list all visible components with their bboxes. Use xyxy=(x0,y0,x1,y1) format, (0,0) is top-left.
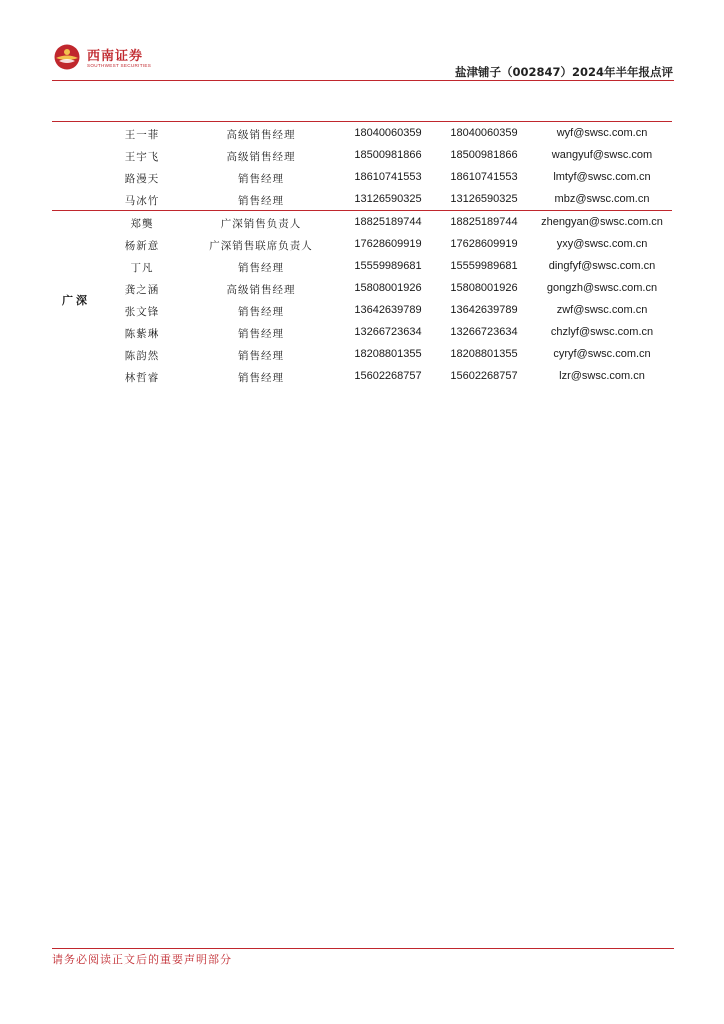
contact-title: 高级销售经理 xyxy=(226,284,296,296)
contact-name: 陈紫琳 xyxy=(124,328,160,340)
contact-name: 龚之涵 xyxy=(124,284,160,296)
table-top-divider xyxy=(52,121,672,122)
contact-title: 销售经理 xyxy=(238,328,284,340)
contact-name: 王一菲 xyxy=(124,129,160,141)
region-label: 广深 xyxy=(62,294,90,307)
header-divider xyxy=(52,80,674,81)
contact-mobile: 13126590325 xyxy=(450,193,518,205)
contact-phone: 18610741553 xyxy=(354,171,422,183)
contact-phone: 15602268757 xyxy=(354,370,422,382)
contact-email[interactable]: lzr@swsc.com.cn xyxy=(559,370,645,382)
contact-email[interactable]: wangyuf@swsc.com xyxy=(551,149,653,161)
contact-phone: 13266723634 xyxy=(354,326,422,338)
table-row xyxy=(52,344,672,366)
table-row xyxy=(52,145,672,167)
footer-disclaimer: 请务必阅读正文后的重要声明部分 xyxy=(52,953,232,966)
contact-email[interactable]: zwf@swsc.com.cn xyxy=(556,304,648,316)
company-logo xyxy=(54,44,164,74)
contact-title: 销售经理 xyxy=(238,262,284,274)
contact-title: 高级销售经理 xyxy=(226,129,296,141)
contact-email[interactable]: wyf@swsc.com.cn xyxy=(556,127,648,139)
contact-title: 销售经理 xyxy=(238,350,284,362)
contact-email[interactable]: gongzh@swsc.com.cn xyxy=(546,282,658,294)
table-row xyxy=(52,167,672,189)
contact-mobile: 13266723634 xyxy=(450,326,518,338)
contact-phone: 18825189744 xyxy=(354,216,422,228)
contact-mobile: 15602268757 xyxy=(450,370,518,382)
contact-mobile: 17628609919 xyxy=(450,238,518,250)
table-row xyxy=(52,123,672,145)
contact-name: 路漫天 xyxy=(124,173,160,185)
table-row xyxy=(52,234,672,256)
contact-phone: 18040060359 xyxy=(354,127,422,139)
contact-title: 高级销售经理 xyxy=(226,151,296,163)
contact-title: 销售经理 xyxy=(238,195,284,207)
contact-title: 广深销售联席负责人 xyxy=(209,240,313,252)
table-row xyxy=(52,212,672,234)
contact-mobile: 18500981866 xyxy=(450,149,518,161)
table-row xyxy=(52,256,672,278)
contact-title: 广深销售负责人 xyxy=(220,218,302,230)
contact-mobile: 18208801355 xyxy=(450,348,518,360)
table-row xyxy=(52,322,672,344)
contact-mobile: 15808001926 xyxy=(450,282,518,294)
contact-email[interactable]: mbz@swsc.com.cn xyxy=(554,193,650,205)
contact-email[interactable]: zhengyan@swsc.com.cn xyxy=(541,216,663,228)
contact-email[interactable]: chzlyf@swsc.com.cn xyxy=(550,326,654,338)
contact-name: 郑龑 xyxy=(130,218,154,230)
table-row xyxy=(52,300,672,322)
contact-email[interactable]: cyryf@swsc.com.cn xyxy=(553,348,651,360)
contact-name: 丁凡 xyxy=(130,262,154,274)
contact-email[interactable]: lmtyf@swsc.com.cn xyxy=(553,171,651,183)
contact-mobile: 18825189744 xyxy=(450,216,518,228)
logo-chinese-name: 西南证券 xyxy=(87,49,144,64)
contact-mobile: 15559989681 xyxy=(450,260,518,272)
contact-title: 销售经理 xyxy=(238,372,284,384)
contact-email[interactable]: dingfyf@swsc.com.cn xyxy=(548,260,656,272)
contact-phone: 18208801355 xyxy=(354,348,422,360)
report-title: 盐津铺子（002847）2024年半年报点评 xyxy=(454,65,673,79)
table-row xyxy=(52,189,672,211)
contact-phone: 17628609919 xyxy=(354,238,422,250)
logo-english-name: SOUTHWEST SECURITIES xyxy=(87,63,152,68)
contact-phone: 15808001926 xyxy=(354,282,422,294)
contact-email[interactable]: yxy@swsc.com.cn xyxy=(556,238,648,250)
contact-title: 销售经理 xyxy=(238,306,284,318)
contact-mobile: 13642639789 xyxy=(450,304,518,316)
contact-mobile: 18610741553 xyxy=(450,171,518,183)
table-row xyxy=(52,366,672,388)
contact-name: 陈韵然 xyxy=(124,350,160,362)
contact-name: 杨新意 xyxy=(124,240,160,252)
contact-phone: 15559989681 xyxy=(354,260,422,272)
page-header xyxy=(0,0,724,82)
contact-phone: 13126590325 xyxy=(354,193,422,205)
contact-phone: 13642639789 xyxy=(354,304,422,316)
footer-divider xyxy=(52,948,674,949)
contact-name: 王宇飞 xyxy=(124,151,160,163)
table-row xyxy=(52,278,672,300)
contact-name: 马冰竹 xyxy=(124,195,160,207)
contact-name: 林哲睿 xyxy=(124,372,160,384)
logo-emblem-icon xyxy=(54,44,80,70)
contact-mobile: 18040060359 xyxy=(450,127,518,139)
contact-name: 张文锋 xyxy=(124,306,160,318)
contact-phone: 18500981866 xyxy=(354,149,422,161)
contact-title: 销售经理 xyxy=(238,173,284,185)
